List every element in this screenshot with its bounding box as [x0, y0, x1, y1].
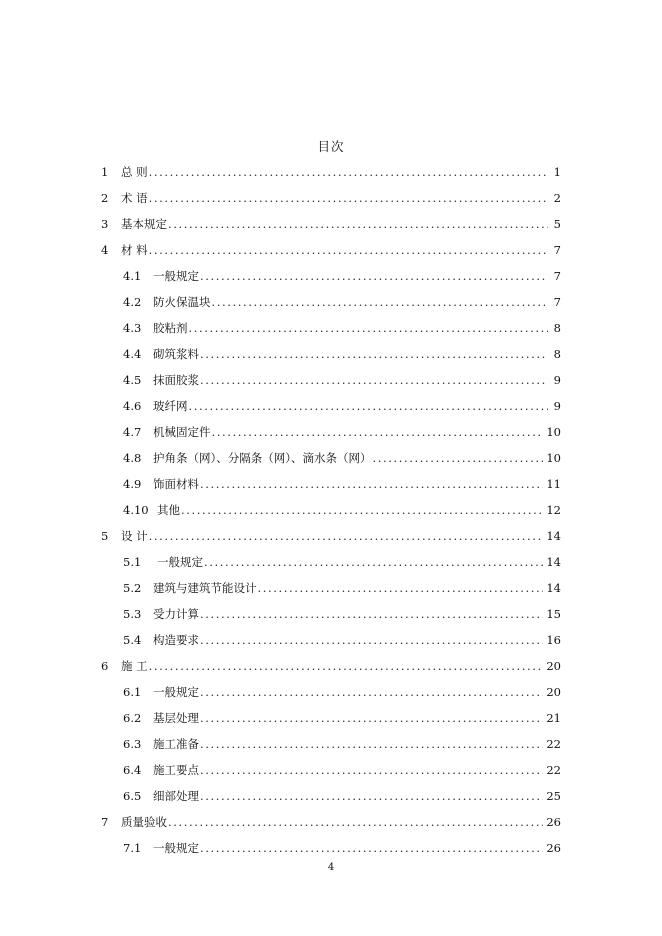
- toc-entry-title: 饰面材料: [153, 477, 199, 491]
- toc-entry-number: 5.4: [123, 633, 142, 647]
- toc-entry-number: 3: [101, 217, 109, 231]
- toc-entry-title: 施工要点: [153, 763, 199, 777]
- toc-entry-title: 施工准备: [153, 737, 199, 751]
- toc-entry-page: 26: [546, 815, 561, 829]
- toc-entry-number: 6.1: [123, 685, 142, 699]
- toc-entry-title: 质量验收: [121, 815, 167, 829]
- toc-entry[interactable]: [123, 576, 561, 600]
- toc-leader-dots: [168, 217, 548, 231]
- toc-entry-title: 一般规定: [157, 555, 203, 569]
- toc-entry-page: 10: [546, 451, 561, 465]
- toc-entry-page: 14: [546, 581, 561, 595]
- toc-entry-number: 4.8: [123, 451, 142, 465]
- toc-entry-page: 20: [546, 685, 561, 699]
- toc-entry-number: 4.6: [123, 399, 142, 413]
- toc-entry-number: 5: [101, 529, 109, 543]
- toc-entry[interactable]: [123, 706, 561, 730]
- toc-entry[interactable]: [101, 186, 561, 210]
- toc-entry-number: 4.5: [123, 373, 142, 387]
- toc-entry-number: 2: [101, 191, 109, 205]
- toc-entry[interactable]: [123, 732, 561, 756]
- toc-entry[interactable]: [123, 342, 561, 366]
- toc-entry-page: 5: [553, 217, 561, 231]
- toc-entry[interactable]: [123, 628, 561, 652]
- toc-entry-title: 机械固定件: [153, 425, 211, 439]
- toc-entry[interactable]: [123, 264, 561, 288]
- toc-title: 目次: [317, 139, 345, 154]
- toc-entry-title: 基层处理: [153, 711, 199, 725]
- toc-leader-dots: [168, 815, 543, 829]
- toc-entry-page: 7: [553, 269, 561, 283]
- toc-entry-title: 玻纤网: [153, 399, 188, 413]
- toc-leader-dots: [200, 763, 543, 777]
- toc-entry-number: 4.3: [123, 321, 142, 335]
- toc-entry-number: 6.4: [123, 763, 142, 777]
- toc-entry[interactable]: [123, 446, 561, 470]
- toc-entry[interactable]: [101, 160, 561, 184]
- toc-entry-page: 9: [553, 399, 561, 413]
- toc-leader-dots: [189, 321, 549, 335]
- toc-leader-dots: [200, 737, 543, 751]
- toc-entry-title: 一般规定: [153, 269, 199, 283]
- toc-entry-title: 护角条（网）、分隔条（网）、滴水条（网）: [153, 451, 372, 465]
- toc-entry[interactable]: [123, 784, 561, 808]
- toc-entry-page: 7: [553, 295, 561, 309]
- toc-entry-number: 6: [101, 659, 109, 673]
- toc-entry-number: 5.1: [123, 555, 142, 569]
- toc-entry-page: 16: [546, 633, 561, 647]
- toc-leader-dots: [373, 451, 544, 465]
- toc-entry-title: 受力计算: [153, 607, 199, 621]
- toc-leader-dots: [149, 243, 548, 257]
- toc-entry-number: 4.9: [123, 477, 142, 491]
- toc-entry[interactable]: [123, 602, 561, 626]
- toc-entry-title: 建筑与建筑节能设计: [153, 581, 257, 595]
- toc-entry[interactable]: [101, 212, 561, 236]
- toc-leader-dots: [200, 347, 548, 361]
- toc-entry-page: 21: [546, 711, 561, 725]
- toc-entry[interactable]: [123, 394, 561, 418]
- toc-entry-page: 8: [553, 347, 561, 361]
- toc-entry[interactable]: [123, 290, 561, 314]
- toc-entry-page: 15: [546, 607, 561, 621]
- toc-leader-dots: [149, 191, 548, 205]
- toc-leader-dots: [149, 529, 544, 543]
- toc-entry-number: 6.3: [123, 737, 142, 751]
- toc-leader-dots: [149, 165, 548, 179]
- toc-entry-title: 基本规定: [121, 217, 167, 231]
- toc-entry[interactable]: [123, 836, 561, 860]
- toc-entry-number: 6.2: [123, 711, 142, 725]
- toc-entry-number: 5.2: [123, 581, 142, 595]
- toc-leader-dots: [200, 841, 543, 855]
- toc-entry-number: 5.3: [123, 607, 142, 621]
- toc-entry-number: 4.4: [123, 347, 142, 361]
- toc-entry-page: 14: [546, 555, 561, 569]
- toc-leader-dots: [189, 399, 549, 413]
- toc-entry-title: 胶粘剂: [153, 321, 188, 335]
- toc-entry[interactable]: [123, 316, 561, 340]
- toc-entry-title: 设 计: [121, 529, 148, 543]
- toc-leader-dots: [204, 555, 543, 569]
- toc-leader-dots: [149, 659, 544, 673]
- toc-entry-number: 4.1: [123, 269, 142, 283]
- toc-leader-dots: [200, 633, 543, 647]
- toc-entry-title: 一般规定: [153, 685, 199, 699]
- toc-entry-page: 8: [553, 321, 561, 335]
- toc-entry-number: 1: [101, 165, 109, 179]
- toc-leader-dots: [181, 503, 543, 517]
- toc-entry-number: 4.7: [123, 425, 142, 439]
- toc-entry-page: 7: [553, 243, 561, 257]
- toc-entry-page: 11: [546, 477, 561, 491]
- toc-entry-title: 施 工: [121, 659, 148, 673]
- toc-entry-title: 抹面胶浆: [153, 373, 199, 387]
- toc-leader-dots: [212, 425, 544, 439]
- toc-entry-number: 4: [101, 243, 109, 257]
- toc-entry-title: 术 语: [121, 191, 148, 205]
- toc-entry-page: 26: [546, 841, 561, 855]
- page-number: 4: [327, 862, 335, 873]
- toc-entry-page: 14: [546, 529, 561, 543]
- toc-entry[interactable]: [101, 524, 561, 548]
- toc-entry[interactable]: [123, 498, 561, 522]
- toc-entry-page: 2: [553, 191, 561, 205]
- toc-entry-number: 6.5: [123, 789, 142, 803]
- toc-entry[interactable]: [123, 550, 561, 574]
- toc-entry-page: 22: [546, 763, 561, 777]
- toc-leader-dots: [200, 685, 543, 699]
- toc-entry-number: 7: [101, 815, 109, 829]
- toc-entry[interactable]: [123, 420, 561, 444]
- toc-leader-dots: [258, 581, 544, 595]
- toc-entry-title: 一般规定: [153, 841, 199, 855]
- toc-entry-title: 砌筑浆料: [153, 347, 199, 361]
- toc-entry-title: 总 则: [121, 165, 148, 179]
- toc-entry[interactable]: [101, 810, 561, 834]
- toc-leader-dots: [200, 477, 543, 491]
- toc-entry-title: 防火保温块: [153, 295, 211, 309]
- toc-entry-title: 其他: [157, 503, 180, 517]
- toc-entry[interactable]: [101, 654, 561, 678]
- toc-entry-page: 22: [546, 737, 561, 751]
- toc-entry-page: 10: [546, 425, 561, 439]
- toc-leader-dots: [212, 295, 549, 309]
- toc-leader-dots: [200, 711, 543, 725]
- toc-entry-number: 4.10: [123, 503, 149, 517]
- toc-leader-dots: [200, 373, 548, 387]
- toc-entry-number: 7.1: [123, 841, 142, 855]
- toc-entry-page: 12: [546, 503, 561, 517]
- toc-entry[interactable]: [123, 368, 561, 392]
- toc-entry-number: 4.2: [123, 295, 142, 309]
- toc-entry[interactable]: [123, 680, 561, 704]
- toc-entry[interactable]: [123, 758, 561, 782]
- toc-leader-dots: [200, 607, 543, 621]
- toc-leader-dots: [200, 789, 543, 803]
- toc-entry-title: 细部处理: [153, 789, 199, 803]
- toc-entry-page: 20: [546, 659, 561, 673]
- toc-entry-page: 1: [553, 165, 561, 179]
- toc-entry-page: 25: [546, 789, 561, 803]
- toc-entry[interactable]: [123, 472, 561, 496]
- toc-leader-dots: [200, 269, 548, 283]
- toc-entry-title: 构造要求: [153, 633, 199, 647]
- toc-entry[interactable]: [101, 238, 561, 262]
- toc-entry-title: 材 料: [121, 243, 148, 257]
- toc-entry-page: 9: [553, 373, 561, 387]
